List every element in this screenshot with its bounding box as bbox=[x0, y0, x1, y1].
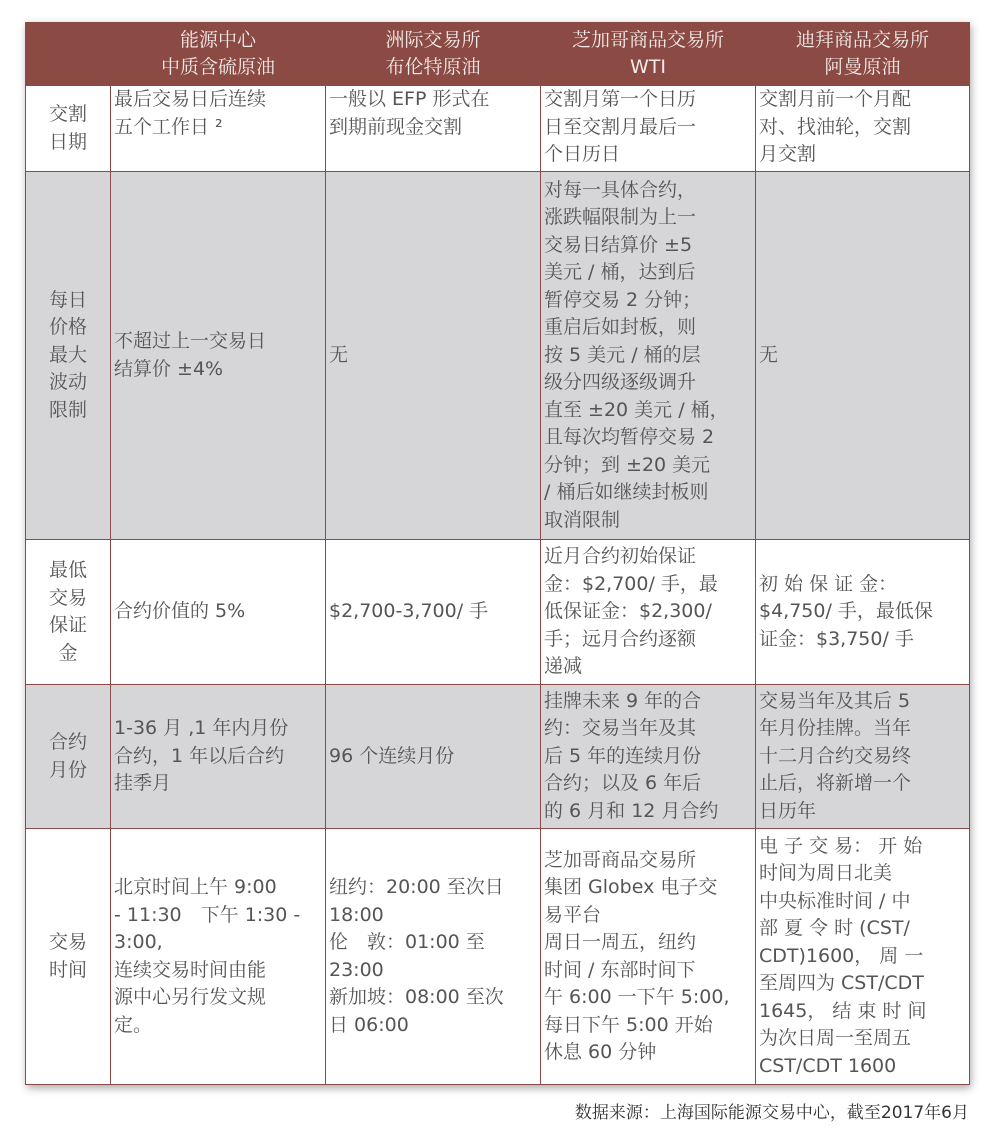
cell-line: $2,700-3,700/ 手 bbox=[329, 600, 489, 623]
cell-line: WTI bbox=[630, 56, 666, 78]
cell-line: 金：$2,700/ 手，最 bbox=[544, 572, 718, 595]
cell-line: 中央标准时间 / 中 bbox=[759, 889, 911, 912]
cell-line: 挂牌未来 9 年的合 bbox=[544, 689, 702, 712]
column-header-corner bbox=[26, 23, 111, 86]
column-header-ine-medium-sour bbox=[111, 23, 326, 86]
cell-line: 最大 bbox=[48, 343, 87, 366]
cell-line: 最低 bbox=[48, 559, 87, 581]
cell-line: 近月合约初始保证 bbox=[544, 545, 697, 568]
source-note: 数据来源：上海国际能源交易中心，截至2017年6月 bbox=[574, 1103, 969, 1123]
cell-line: 连续交易时间由能 bbox=[114, 958, 267, 981]
table-cell-ice-brent bbox=[326, 685, 541, 829]
row-label bbox=[26, 86, 111, 172]
cell-line: 交易 bbox=[48, 586, 87, 609]
cell-line: 伦 敦：01:00 至 bbox=[329, 931, 485, 953]
table-cell-ice-brent bbox=[326, 172, 541, 540]
cell-line: 交割 bbox=[48, 103, 87, 125]
table-cell-dme-oman bbox=[756, 172, 970, 540]
cell-line: 布伦特原油 bbox=[385, 56, 481, 78]
cell-line: 保证 bbox=[48, 614, 87, 636]
cell-line: 日历年 bbox=[759, 799, 817, 822]
cell-line: 纽约：20:00 至次日 bbox=[329, 876, 504, 898]
cell-line: 止后，将新增一个 bbox=[759, 772, 912, 795]
cell-line: 洲际交易所 bbox=[385, 29, 481, 51]
cell-line: $4,750/ 手，最低保 bbox=[759, 600, 933, 623]
cell-line: 1-36 月 ,1 年内月份 bbox=[114, 717, 289, 740]
cell-line: 十二月合约交易终 bbox=[759, 744, 912, 767]
cell-line: 日至交割月最后一 bbox=[544, 115, 697, 138]
cell-line: 23:00 bbox=[329, 958, 384, 981]
cell-line: 对每一具体合约， bbox=[544, 178, 697, 201]
cell-line: / 桶后如继续封板则 bbox=[544, 481, 709, 504]
cell-line: 部 夏 令 时 (CST/ bbox=[759, 917, 910, 940]
table-row-daily-price-limit bbox=[26, 172, 970, 540]
cell-line: 五个工作日 ² bbox=[114, 115, 223, 138]
cell-line: 每日 bbox=[48, 288, 87, 311]
table-cell-ice-brent bbox=[326, 829, 541, 1085]
cell-line: 休息 60 分钟 bbox=[544, 1041, 657, 1063]
cell-line: 且每次均暂停交易 2 bbox=[544, 426, 715, 449]
table-cell-cme-wti bbox=[541, 829, 756, 1085]
cell-line: 芝加哥商品交易所 bbox=[571, 29, 724, 51]
cell-line: 月份 bbox=[48, 758, 87, 781]
cell-line: 定。 bbox=[114, 1013, 153, 1036]
cell-line: 的 6 月和 12 月合约 bbox=[544, 799, 719, 822]
cell-line: 年月份挂牌。当年 bbox=[759, 717, 912, 740]
cell-line: 分钟；到 ±20 美元 bbox=[544, 453, 711, 476]
cell-line: 涨跌幅限制为上一 bbox=[544, 206, 697, 229]
cell-line: 日 06:00 bbox=[329, 1013, 409, 1036]
cell-line: 至周四为 CST/CDT bbox=[759, 972, 924, 995]
cell-line: 迪拜商品交易所 bbox=[795, 29, 929, 51]
table-cell-cme-wti bbox=[541, 685, 756, 829]
cell-line: 3:00, bbox=[114, 931, 163, 953]
cell-line: 对、找油轮，交割 bbox=[759, 115, 912, 138]
cell-line: 新加坡：08:00 至次 bbox=[329, 986, 504, 1008]
cell-line: 为次日周一至周五 bbox=[759, 1027, 912, 1050]
table-cell-ice-brent bbox=[326, 86, 541, 172]
table-row-trading-hours bbox=[26, 829, 970, 1085]
cell-line: 波动 bbox=[48, 371, 87, 394]
cell-line: 月交割 bbox=[759, 143, 817, 165]
cell-line: 合约；以及 6 年后 bbox=[544, 772, 702, 795]
cell-line: 日期 bbox=[48, 130, 87, 153]
cell-line: 按 5 美元 / 桶的层 bbox=[544, 343, 701, 366]
table-row-minimum-margin bbox=[26, 540, 970, 685]
cell-line: 芝加哥商品交易所 bbox=[544, 848, 697, 871]
table-cell-dme-oman bbox=[756, 86, 970, 172]
cell-line: 限制 bbox=[48, 398, 87, 421]
table-cell-ice-brent bbox=[326, 540, 541, 685]
crude-oil-futures-comparison-table bbox=[25, 22, 970, 1085]
cell-line: 交易当年及其后 5 bbox=[759, 689, 911, 712]
cell-line: 合约 bbox=[48, 731, 87, 753]
cell-line: 手；远月合约逐额 bbox=[544, 627, 697, 650]
cell-line: 交易日结算价 ±5 bbox=[544, 233, 693, 256]
cell-line: 北京时间上午 9:00 bbox=[114, 876, 277, 898]
cell-line: 每日下午 5:00 开始 bbox=[544, 1013, 713, 1036]
cell-line: 直至 ±20 美元 / 桶， bbox=[544, 398, 729, 421]
column-header-ice-brent bbox=[326, 23, 541, 86]
table-row-contract-months bbox=[26, 685, 970, 829]
cell-line: CST/CDT 1600 bbox=[759, 1054, 897, 1077]
table-cell-ine-medium-sour bbox=[111, 829, 326, 1085]
cell-line: 证金：$3,750/ 手 bbox=[759, 627, 914, 650]
cell-line: 易平台 bbox=[544, 903, 602, 926]
cell-line: 时间 / 东部时间下 bbox=[544, 958, 696, 981]
cell-line: 中质含硫原油 bbox=[160, 56, 275, 78]
column-header-cme-wti bbox=[541, 23, 756, 86]
cell-line: 后 5 年的连续月份 bbox=[544, 744, 702, 767]
cell-line: 重启后如封板，则 bbox=[544, 316, 697, 339]
cell-line: 不超过上一交易日 bbox=[114, 330, 267, 352]
cell-line: 合约价值的 5% bbox=[114, 600, 246, 623]
cell-line: 级分四级逐级调升 bbox=[544, 371, 697, 394]
cell-line: CDT)1600， 周 一 bbox=[759, 944, 924, 967]
cell-line: 挂季月 bbox=[114, 772, 172, 795]
table-header-row bbox=[26, 23, 970, 86]
cell-line: 无 bbox=[329, 343, 349, 366]
cell-line: 个日历日 bbox=[544, 143, 621, 165]
table-cell-ine-medium-sour bbox=[111, 86, 326, 172]
table-cell-dme-oman bbox=[756, 829, 970, 1085]
cell-line: 金 bbox=[58, 641, 78, 664]
cell-line: 源中心另行发文规 bbox=[114, 986, 267, 1008]
cell-line: 阿曼原油 bbox=[824, 56, 901, 78]
cell-line: 交割月第一个日历 bbox=[544, 88, 697, 110]
cell-line: 午 6:00 一下午 5:00, bbox=[544, 986, 730, 1008]
table-row-delivery-date bbox=[26, 86, 970, 172]
cell-line: 一般以 EFP 形式在 bbox=[329, 88, 490, 110]
cell-line: 到期前现金交割 bbox=[329, 115, 463, 138]
table-cell-cme-wti bbox=[541, 172, 756, 540]
cell-line: 周日一周五，纽约 bbox=[544, 931, 697, 953]
table-cell-dme-oman bbox=[756, 685, 970, 829]
cell-line: 交易 bbox=[48, 931, 87, 953]
cell-line: 集团 Globex 电子交 bbox=[544, 876, 718, 898]
cell-line: 美元 / 桶，达到后 bbox=[544, 261, 696, 284]
cell-line: 取消限制 bbox=[544, 508, 621, 531]
cell-line: 1645， 结 束 时 间 bbox=[759, 999, 927, 1022]
table-cell-ine-medium-sour bbox=[111, 685, 326, 829]
table-cell-ine-medium-sour bbox=[111, 172, 326, 540]
cell-line: 价格 bbox=[48, 316, 87, 339]
table-cell-dme-oman bbox=[756, 540, 970, 685]
row-label bbox=[26, 540, 111, 685]
cell-line: 低保证金：$2,300/ bbox=[544, 600, 712, 623]
cell-line: 递减 bbox=[544, 655, 583, 678]
cell-line: 交割月前一个月配 bbox=[759, 88, 912, 110]
cell-line: 暂停交易 2 分钟； bbox=[544, 288, 702, 311]
cell-line: 无 bbox=[759, 343, 779, 366]
cell-line: 电 子 交 易： 开 始 bbox=[759, 834, 923, 857]
cell-line: 初 始 保 证 金： bbox=[759, 572, 898, 595]
cell-line: 能源中心 bbox=[179, 29, 256, 51]
cell-line: 合约，1 年以后合约 bbox=[114, 744, 285, 767]
row-label bbox=[26, 172, 111, 540]
cell-line: 最后交易日后连续 bbox=[114, 88, 267, 110]
cell-line: 时间为周日北美 bbox=[759, 862, 893, 885]
cell-line: 约：交易当年及其 bbox=[544, 717, 697, 740]
row-label bbox=[26, 685, 111, 829]
comparison-table-container bbox=[25, 22, 969, 1085]
column-header-dme-oman bbox=[756, 23, 970, 86]
cell-line: - 11:30 下午 1:30 - bbox=[114, 903, 301, 926]
table-cell-cme-wti bbox=[541, 540, 756, 685]
table-cell-ine-medium-sour bbox=[111, 540, 326, 685]
cell-line: 18:00 bbox=[329, 903, 384, 926]
cell-line: 时间 bbox=[48, 958, 87, 981]
cell-line: 结算价 ±4% bbox=[114, 357, 224, 380]
row-label bbox=[26, 829, 111, 1085]
table-cell-cme-wti bbox=[541, 86, 756, 172]
cell-line: 96 个连续月份 bbox=[329, 744, 455, 767]
